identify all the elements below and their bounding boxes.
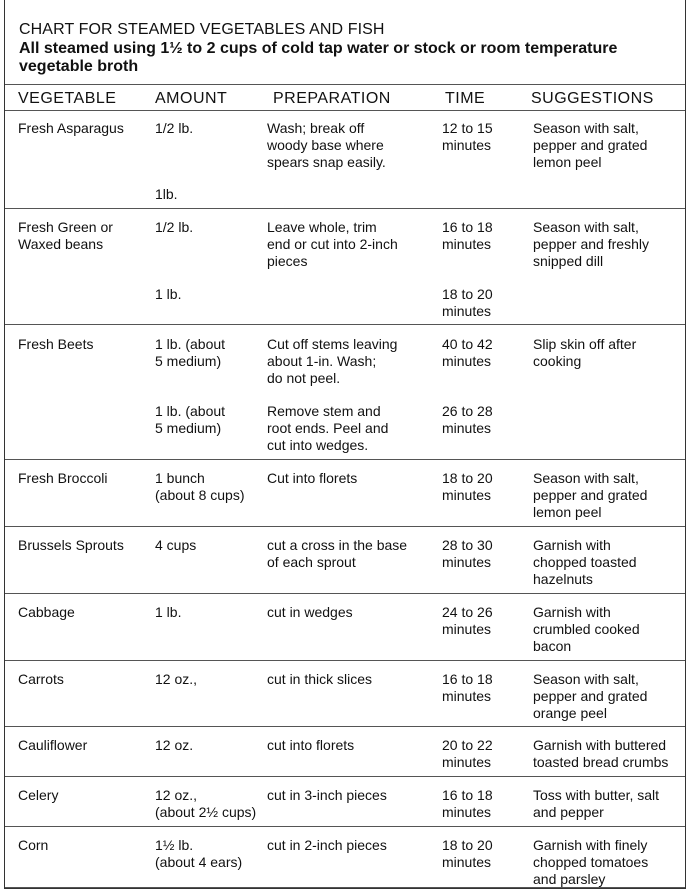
cell-vegetable: Celery xyxy=(18,787,59,803)
column-header-vegetable: VEGETABLE xyxy=(18,90,117,107)
column-header-preparation: PREPARATION xyxy=(273,90,391,107)
steaming-chart-page xyxy=(4,0,686,889)
column-header-amount: AMOUNT xyxy=(155,90,228,107)
cell-amount: 4 cups xyxy=(155,537,197,553)
cell-time: 40 to 42 minutes xyxy=(442,336,493,369)
cell-time: 16 to 18 minutes xyxy=(442,219,493,252)
cell-time: 18 to 20 minutes xyxy=(442,837,493,870)
cell-preparation: cut in thick slices xyxy=(267,671,373,687)
cell-suggestions: Season with salt, pepper and grated orange peel xyxy=(533,671,648,721)
cell-vegetable: Carrots xyxy=(18,671,64,687)
row-divider xyxy=(5,593,685,594)
cell-preparation: Leave whole, trim end or cut into 2-inch pieces xyxy=(267,219,398,269)
cell-amount: 1/2 lb. xyxy=(155,120,194,136)
row-divider xyxy=(5,324,685,325)
cell-preparation: cut into florets xyxy=(267,737,355,753)
cell-preparation: cut in 3-inch pieces xyxy=(267,787,387,803)
cell-amount: 1 lb. xyxy=(155,286,182,302)
cell-suggestions: Season with salt, pepper and grated lemon peel xyxy=(533,120,648,170)
header-bottom-rule xyxy=(5,110,685,111)
cell-amount: 1 bunch (about 8 cups) xyxy=(155,470,245,503)
cell-vegetable: Fresh Broccoli xyxy=(18,470,108,486)
cell-amount: 12 oz., (about 2½ cups) xyxy=(155,787,257,820)
cell-amount: 1/2 lb. xyxy=(155,219,194,235)
bottom-rule xyxy=(5,887,685,888)
row-divider xyxy=(5,526,685,527)
row-divider xyxy=(5,660,685,661)
cell-preparation: Wash; break off woody base where spears snap easily. xyxy=(267,120,386,170)
cell-amount: 12 oz. xyxy=(155,737,194,753)
cell-time: 12 to 15 minutes xyxy=(442,120,493,153)
cell-suggestions: Season with salt, pepper and freshly snipped dill xyxy=(533,219,649,269)
column-header-time: TIME xyxy=(445,90,486,107)
cell-time: 18 to 20 minutes xyxy=(442,286,493,319)
cell-suggestions: Garnish with finely chopped tomatoes and parsley xyxy=(533,837,649,887)
cell-suggestions: Slip skin off after cooking xyxy=(533,336,637,369)
cell-amount: 12 oz., xyxy=(155,671,198,687)
column-header-suggestions: SUGGESTIONS xyxy=(531,90,654,107)
row-divider xyxy=(5,726,685,727)
cell-time: 20 to 22 minutes xyxy=(442,737,493,770)
cell-time: 24 to 26 minutes xyxy=(442,604,493,637)
cell-vegetable: Fresh Asparagus xyxy=(18,120,124,136)
cell-preparation: Cut off stems leaving about 1-in. Wash; do not peel. xyxy=(267,336,398,386)
row-divider xyxy=(5,826,685,827)
chart-subtitle: All steamed using 1½ to 2 cups of cold tap water or stock or room temperature vegetable broth xyxy=(19,40,618,75)
cell-amount: 1 lb. (about 5 medium) xyxy=(155,403,226,436)
cell-amount: 1½ lb. (about 4 ears) xyxy=(155,837,243,870)
cell-amount: 1 lb. (about 5 medium) xyxy=(155,336,226,369)
cell-time: 26 to 28 minutes xyxy=(442,403,493,436)
cell-preparation: cut a cross in the base of each sprout xyxy=(267,537,408,570)
cell-time: 18 to 20 minutes xyxy=(442,470,493,503)
row-divider xyxy=(5,776,685,777)
cell-amount: 1lb. xyxy=(155,186,178,202)
cell-vegetable: Cabbage xyxy=(18,604,75,620)
cell-preparation: cut in wedges xyxy=(267,604,353,620)
cell-suggestions: Garnish with crumbled cooked bacon xyxy=(533,604,640,654)
cell-vegetable: Fresh Beets xyxy=(18,336,94,352)
cell-suggestions: Toss with butter, salt and pepper xyxy=(533,787,660,820)
cell-time: 16 to 18 minutes xyxy=(442,671,493,704)
cell-vegetable: Brussels Sprouts xyxy=(18,537,124,553)
cell-suggestions: Garnish with buttered toasted bread crumbs xyxy=(533,737,669,770)
row-divider xyxy=(5,208,685,209)
cell-suggestions: Season with salt, pepper and grated lemon peel xyxy=(533,470,648,520)
cell-amount: 1 lb. xyxy=(155,604,182,620)
cell-vegetable: Cauliflower xyxy=(18,737,88,753)
cell-time: 16 to 18 minutes xyxy=(442,787,493,820)
cell-vegetable: Fresh Green or Waxed beans xyxy=(18,219,113,252)
cell-preparation: cut in 2-inch pieces xyxy=(267,837,387,853)
chart-title: CHART FOR STEAMED VEGETABLES AND FISH xyxy=(19,21,385,38)
row-divider xyxy=(5,459,685,460)
cell-preparation: Remove stem and root ends. Peel and cut into wedges. xyxy=(267,403,389,453)
cell-suggestions: Garnish with chopped toasted hazelnuts xyxy=(533,537,637,587)
cell-preparation: Cut into florets xyxy=(267,470,358,486)
cell-vegetable: Corn xyxy=(18,837,49,853)
cell-time: 28 to 30 minutes xyxy=(442,537,493,570)
header-top-rule xyxy=(5,84,685,85)
